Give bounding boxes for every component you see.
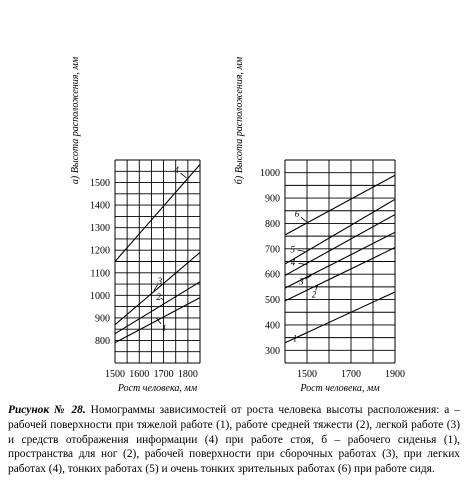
panel-a-x-tick-label: 1500 — [105, 369, 125, 380]
panel-b-series-leader-5 — [298, 250, 305, 251]
panel-a-y-tick-label: 1100 — [90, 268, 110, 280]
panel-a-y-tick-label: 1000 — [90, 290, 110, 302]
panel-a-y-tick-label: 1500 — [90, 178, 110, 190]
panel-a-y-tick-label: 800 — [95, 335, 110, 347]
panel-b-x-tick-label: 1900 — [385, 369, 405, 380]
panel-b-series-label-1: 1 — [292, 333, 298, 344]
panel-a-series-line-3 — [115, 252, 200, 324]
panel-a-y-tick-label: 900 — [95, 313, 110, 325]
panel-a-series-label-3: 3 — [157, 275, 163, 286]
panel-b-y-tick-label: 300 — [265, 345, 280, 357]
panel-a-x-axis-label: Рост человека, мм — [117, 383, 198, 394]
panel-b-letter: б) — [234, 175, 245, 185]
panel-a-y-axis-label: Высота расположения, мм — [70, 56, 81, 174]
figure-caption — [8, 403, 460, 477]
panel-b-series-line-6 — [285, 175, 395, 235]
panel-a-series-label-2: 2 — [156, 291, 161, 302]
panel-b-y-axis-label: Высота расположения, мм — [234, 56, 245, 174]
panel-a-series-line-2 — [115, 282, 200, 334]
panel-a-series-label-1: 1 — [162, 322, 167, 333]
panel-b-series-leader-1 — [300, 333, 307, 337]
panel-a-x-tick-label: 1600 — [129, 369, 150, 380]
panel-a-series-leader-4 — [181, 173, 187, 178]
panel-b-x-axis-label: Рост человека, мм — [300, 383, 380, 394]
panel-a-series-line-1 — [115, 298, 200, 343]
panel-a-series-label-4: 4 — [174, 165, 179, 176]
panel-a-y-tick-label: 1400 — [90, 200, 110, 212]
panel-a-x-tick-label: 1700 — [153, 369, 174, 380]
panel-a-y-tick-label: 1200 — [90, 245, 110, 257]
caption-text: Номограммы зависимостей от роста человека высоты расположения: а – рабочей поверхности при тяжелой работе (1), работе средней тяжести (2), легкой работе (3) и средств отображения информации (4) при работе стоя, б – рабочего сиденья (1), пространства для ног (2), рабочей поверхности при сборочных работах (3), при легких работах (4), тонких работах (5) и очень тонких зрительных работах (6) при работе сидя. — [8, 404, 460, 476]
panel-b-series-label-5: 5 — [290, 244, 296, 255]
panel-b-y-tick-label: 400 — [265, 320, 280, 332]
panel-a-y-tick-label: 1300 — [90, 223, 110, 235]
panel-b-y-tick-label: 500 — [265, 295, 280, 307]
panel-b-series-leader-6 — [301, 217, 307, 222]
panel-b-y-tick-label: 600 — [265, 269, 280, 281]
panel-b-x-tick-label: 1500 — [297, 369, 317, 380]
panel-b-y-tick-label: 700 — [265, 244, 280, 256]
panel-b-series-label-6: 6 — [294, 209, 300, 220]
panel-b-x-tick-label: 1700 — [341, 369, 361, 380]
panel-b-y-tick-label: 900 — [265, 193, 280, 205]
panel-b-series-label-3: 3 — [299, 276, 304, 287]
panel-a-x-tick-label: 1800 — [177, 369, 198, 380]
panel-b-y-tick-label: 800 — [265, 218, 280, 230]
panel-a-letter: а) — [70, 175, 81, 185]
panel-b-series-line-5 — [285, 199, 395, 264]
panel-b-y-tick-label: 1000 — [260, 168, 280, 180]
panel-b-series-label-2: 2 — [311, 289, 317, 300]
caption-heading: Рисунок № 28. — [8, 404, 86, 416]
panel-a-series-line-4 — [115, 165, 200, 262]
panel-b-series-label-4: 4 — [290, 257, 296, 268]
